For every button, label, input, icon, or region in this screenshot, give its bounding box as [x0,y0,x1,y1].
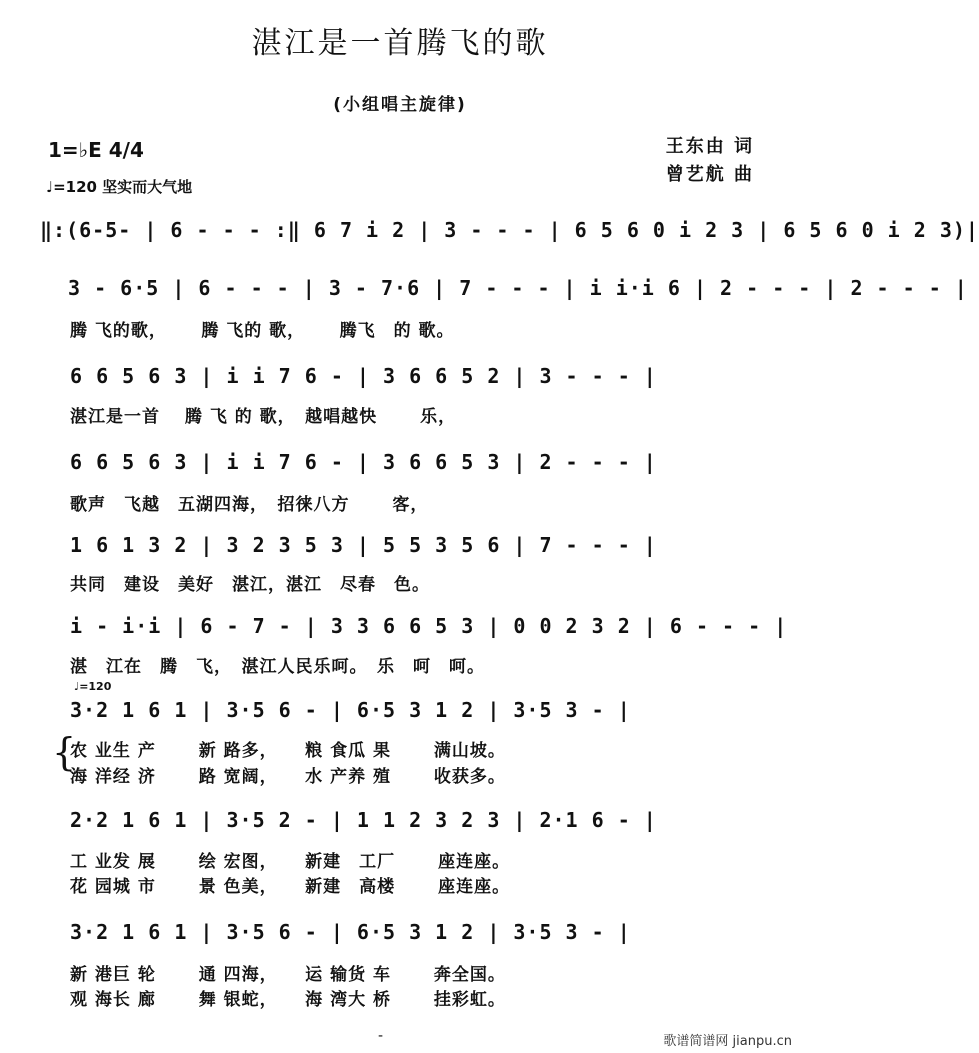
lyrics-line-6b: 海 洋经 济 路 宽阔， 水 产养 殖 收获多。 [70,767,506,787]
tempo-mark: ♩=120 [74,680,112,693]
lyrics-line-4: 共同 建设 美好 湛江，湛江 尽春 色。 [70,575,430,595]
subtitle: (小组唱主旋律) [333,95,467,115]
lyrics-line-2: 湛江是一首 腾 飞 的 歌， 越唱越快 乐， [70,407,457,427]
intro-notes: ‖:(6-5- | 6 - - - :‖ 6 7 i 2 | 3 - - - | 6 5 6 0 i 2 3 | 6 5 6 0 i 2 3)| [40,218,979,242]
composer-credit: 曾艺航 曲 [665,164,754,185]
notes-line-4: 1 6 1 3 2 | 3 2 3 5 3 | 5 5 3 5 6 | 7 - - - | [70,533,657,557]
lyricist-credit: 王东由 词 [665,136,754,157]
lyrics-line-1: 腾 飞的歌， 腾 飞的 歌， 腾飞 的 歌。 [70,321,455,341]
tempo-marking: ♩=120 坚实而大气地 [46,178,193,196]
key-signature: 1=♭E 4/4 [48,138,144,162]
notes-line-8: 3·2 1 6 1 | 3·5 6 - | 6·5 3 1 2 | 3·5 3 - | [70,920,631,944]
notes-line-5: i - i·i | 6 - 7 - | 3 3 6 6 5 3 | 0 0 2 3 2 | 6 - - - | [70,614,788,638]
notes-line-1: 3 - 6·5 | 6 - - - | 3 - 7·6 | 7 - - - | i i·i 6 | 2 - - - | 2 - - - | [68,276,968,300]
notes-line-3: 6 6 5 6 3 | i i 7 6 - | 3 6 6 5 3 | 2 - - - | [70,450,657,474]
notes-line-2: 6 6 5 6 3 | i i 7 6 - | 3 6 6 5 2 | 3 - - - | [70,364,657,388]
lyrics-line-5: 湛 江在 腾 飞， 湛江人民乐呵。 乐 呵 呵。 [70,657,485,677]
lyrics-line-3: 歌声 飞越 五湖四海， 招徕八方 客， [70,495,429,515]
lyrics-line-8a: 新 港巨 轮 通 四海， 运 输货 车 奔全国。 [70,965,506,985]
notes-line-6: 3·2 1 6 1 | 3·5 6 - | 6·5 3 1 2 | 3·5 3 - | [70,698,631,722]
page-mark: - [378,1028,384,1044]
lyrics-line-6a: 农 业生 产 新 路多， 粮 食瓜 果 满山坡。 [70,741,506,761]
song-title: 湛江是一首腾飞的歌 [251,26,549,61]
site-watermark: 歌谱简谱网 jianpu.cn [663,1034,792,1049]
lyrics-line-8b: 观 海长 廊 舞 银蛇， 海 湾大 桥 挂彩虹。 [70,990,506,1010]
lyrics-line-7b: 花 园城 市 景 色美， 新建 高楼 座连座。 [70,877,511,897]
notes-line-7: 2·2 1 6 1 | 3·5 2 - | 1 1 2 3 2 3 | 2·1 6 - | [70,808,657,832]
lyrics-line-7a: 工 业发 展 绘 宏图， 新建 工厂 座连座。 [70,852,511,872]
verse-brace: { [52,730,77,774]
